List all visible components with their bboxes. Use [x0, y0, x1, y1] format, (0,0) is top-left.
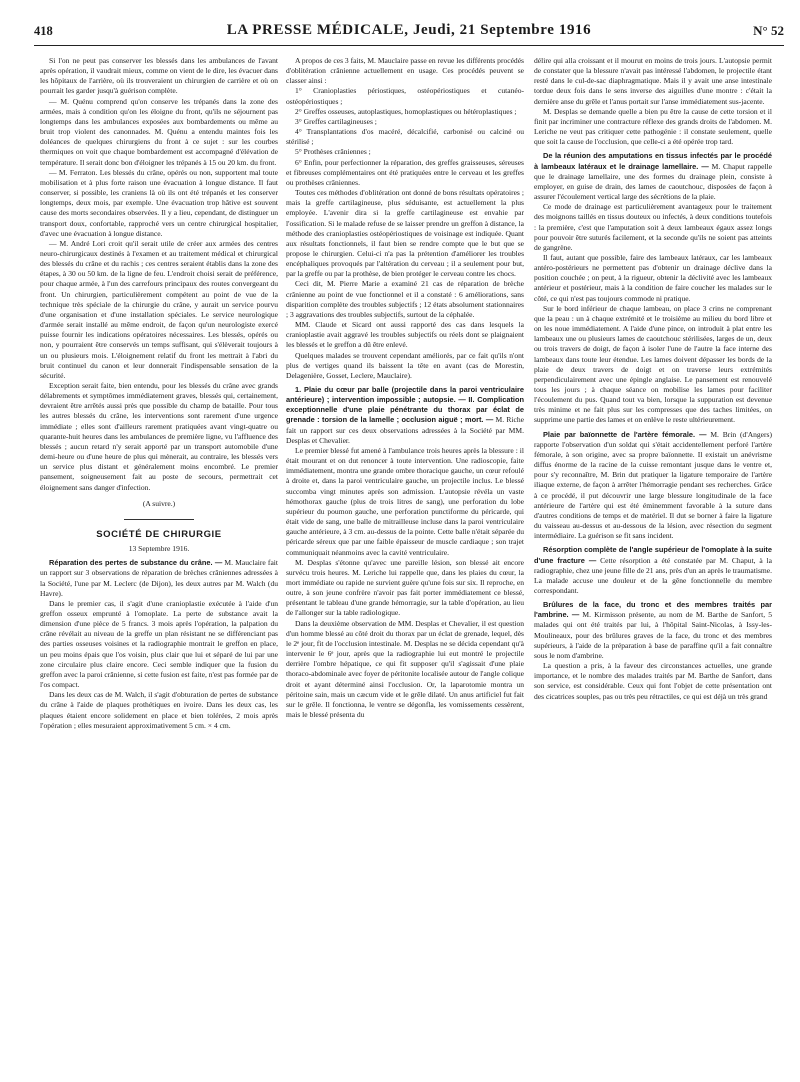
paragraph [534, 600, 772, 661]
continuation-note: (A suivre.) [142, 498, 176, 508]
page-header [34, 22, 784, 44]
paragraph: Exception serait faite, bien entendu, pour les blessés du crâne avec grands délabrements et symptômes immédiatement graves, blessés qui, certainement, devraient être arrêtés aussi près que possible du champ de bataille. Pour tous les autres blessés du crâne, les interventions sont rarement d'une urgence immédiate ; elles sont d'ailleurs rarement pratiquées avant vingt-quatre ou quarante-huit heures dans les ambulances de première ligne, vu l'affluence des blessés ; aucun retard n'y serait apporté par un transport automobile d'une demi-heure ou d'une heure de plus qui mènerait, au contraire, les blessés vers un service plus distant et généralement moins encombré. Le premier pansement, soigneusement fait au poste de secours, permettrait cet éloignement sans danger d'infection. [40, 381, 278, 492]
article-title: 1. Plaie du cœur par balle (projectile dans la paroi ventriculaire antérieure) ; intervention impossible ; autopsie. — II. Complication exceptionnelle d'une plaie pénétrante du thorax par éclat de grenade : torsion de la lamelle ; occlusion aiguë ; mort. — [286, 385, 524, 425]
header-rule [34, 45, 784, 46]
page-number: 418 [34, 24, 53, 38]
article-title: Résorption complète de l'angle supérieur de l'omoplate à la suite d'une fracture — [534, 545, 772, 565]
paragraph: Ce mode de drainage est particulièrement avantageux pour le traitement des moignons taillés en tissus douteux ou infectés, à deux conditions toutefois : la première, c'est que l'amputation soit à deux lambeaux égaux assez longs pour pouvoir être suturés facilement, et la seconde qu'ils ne soient pas atteints de gangrène. [534, 202, 772, 252]
article-body: M. Mauclaire fait un rapport sur 3 observations de réparation de brèches crâniennes adressées à la Société, l'une par M. Leclerc (de Dijon), les deux autres par M. Walch (du Havre). [40, 558, 278, 598]
separator [124, 519, 194, 520]
paragraph: Le premier blessé fut amené à l'ambulance trois heures après la blessure : il était mourant et on dut renoncer à toute intervention. Une radioscopie, faite immédiatement, montra une grande ombre thoracique gauche, un cœur refoulé à droite et, dans la paroi ventriculaire gauche, un projectile inclus. Le blessé succomba vingt minutes après son admission. L'autopsie révéla un vaste hémothorax gauche (plus de trois litres de sang), une perforation du lobe supérieur du poumon gauche, une perforation punctiforme du péricarde, qui était vide de sang, une balle de mitrailleuse incluse dans la paroi ventriculaire gauche antérieure, à 3 cm. au-dessus de la pointe. Cette balle n'était séparée du péricarde séreux que par une faible épaisseur de muscle cardiaque ; son trajet communiquait néanmoins avec la cavité ventriculaire. [286, 445, 524, 557]
article-title: Plaie par baïonnette de l'artère fémorale. — [543, 429, 707, 439]
column-2 [286, 56, 524, 1076]
paragraph: Toutes ces méthodes d'oblitération ont donné de bons résultats opératoires ; mais la greffe cartilagineuse, plus séduisante, est actuellement la plus employée. L'avenir dira si la greffe cartilagineuse est envahie par l'ossification. Si le malade refuse de se laisser prendre un greffon à distance, la méthode des cranioplasties ostéopériostiques de voisinage est indiquée. Quant aux résultats fonctionnels, il faut bien se rendre compte que le but que se propose le chirurgien. Celui-ci n'a pas la prétention d'améliorer les troubles encéphaliques provoqués par l'altération du cerveau ; il a seulement pour but, par la greffe ou par la prothèse, de bien protéger le cerveau contre les chocs. [286, 188, 524, 279]
list-item: 3° Greffes cartilagineuses ; [295, 116, 377, 126]
paragraph: — M. Quénu comprend qu'on conserve les trépanés dans la zone des armées, mais à condition qu'on les éloigne du front, qu'ils ne séjournent pas longtemps dans les ambulances exposées aux bombardements ou même au bruit trop violent des canonnades. M. Quénu a entendu maintes fois les doléances de quelques chirurgiens du front à ce sujet : sur les courbes thermiques on voit que chaque bombardement est accompagné d'élévation de température. Il serait donc bon d'éloigner les trépanés à 15 ou 20 km. du front. [40, 96, 278, 167]
article-body: M. Riche fait un rapport sur ces deux observations adressées à la Société par MM. Desplas et Chevalier. [286, 415, 524, 445]
paragraph: M. Desplas se demande quelle a bien pu être la cause de cette torsion et il finit par incriminer une contracture réflexe des grands droits de l'abdomen. M. Leriche ne veut pas critiquer cette pathogénie : il constate seulement, quelle que soit la cause de l'occlusion, que celle-ci a été opérée trop tard. [534, 106, 772, 147]
publication-title: LA PRESSE MÉDICALE, [226, 22, 409, 38]
session-date: 13 Septembre 1916. [128, 544, 190, 554]
list-item: 4° Transplantations d'os macéré, décalcifié, carbonisé ou calciné ou stérilisé ; [286, 127, 524, 147]
article-body: M. Brin (d'Angers) rapporte l'observation d'un soldat qui s'était accidentellement perforé l'artère fémorale, à son origine, avec sa propre baïonnette. Il existait un anévrisme diffus énorme de la racine de la cuisse remontant jusque dans le ventre et, pour s'y reconnaître, M. Brin dut pratiquer la ligature temporaire de l'artère iliaque externe, de façon à arrêter l'hémorragie pendant ses recherches. Grâce à ce procédé, il put découvrir une large blessure longitudinale de la face antérieure de l'artère qui est été éminemment favorable à la suture dans d'autres conditions de temps et de matériel. Il dut se borner à faire la ligature du vaisseau au-dessus et au-dessous de la lésion, avec résection du segment intermédiaire. La guérison se fit sans incident. [534, 429, 772, 541]
masthead [34, 22, 784, 39]
article-title: Réparation des pertes de substance du crâne. — [49, 558, 223, 568]
article-title: Brûlures de la face, du tronc et des membres traités par l'ambrine. — [534, 600, 772, 620]
article-title: De la réunion des amputations en tissus infectés par le procédé à lambeaux latéraux et le drainage lamellaire. — [534, 151, 772, 171]
paragraph [286, 385, 524, 446]
column-1 [40, 56, 278, 1076]
list-item: 5° Prothèses crâniennes ; [295, 147, 371, 157]
paragraph: — M. Ferraton. Les blessés du crâne, opérés ou non, supportent mal toute mobilisation et à plus forte raison une évacuation à longue distance. Il faut conserver, si possible, les craniens là où ils ont été trépanés et les conserver longtemps, deux mois, par exemple. Une évacuation trop hâtive est souvent cause des morts secondaires observées. Il y a lieu, cependant, de distinguer un transport doux, confortable, rapproché vers un centre chirurgical hospitalier, d'avec une évacuation à longue distance. [40, 167, 278, 238]
paragraph: — M. André Lori croit qu'il serait utile de créer aux armées des centres neuro-chirurgicaux destinés à l'examen et au traitement médical et chirurgical des blessés du crâne et du rachis ; ces centres seraient établis dans la zone des étapes, à 30 ou 50 km. de la ligne de feu. L'endroit choisi serait de préférence, pour chaque armée, à l'un des carrefours principaux des routes convergeant du front. Un chirurgien, particulièrement compétent au point de vue de la technique très spéciale de la chirurgie du crâne, y aurait un service pourvu d'une organisation et d'une installation spéciales. Le service neurologique d'armée serait installé au même endroit, de façon qu'un neurologiste exercé puisse fournir les indications opératoires nécessaires. Les blessés, opérés ou non, y pourraient être conservés un temps suffisant, qui s'élèverait toujours à un ou plusieurs mois. L'éloignement relatif du front les mettrait à l'abri du bruit continuel du canon et leur donnerait l'indispensable sensation de la sécurité. [40, 238, 278, 380]
paragraph: Dans les deux cas de M. Walch, il s'agit d'obturation de pertes de substance du crâne à l'aide de plaques prothétiques en ivoire. Dans les deux cas, les plaques étaient encore solidement en place et bien tolérées, 2 mois après l'opération ; elles mesuraient approximativement 5 cm. × 4 cm. [40, 690, 278, 730]
paragraph [534, 151, 772, 202]
issue-date: Jeudi, 21 Septembre 1916 [412, 22, 592, 38]
paragraph: M. Desplas s'étonne qu'avec une pareille lésion, son blessé ait encore survécu trois heures. M. Leriche lui rappelle que, dans les plaies du cœur, la mort immédiate ou rapide ne survient guère qu'une fois sur six. Il reproche, en outre, à son jeune confrère n'avoir pas fait porter immédiatement ce blessé, présentant le tableau d'une grande hémorragie, sur la table d'opération, au lieu de l'allonger sur la table radiologique. [286, 557, 524, 618]
paragraph [534, 430, 772, 542]
paragraph: Dans le premier cas, il s'agit d'une cranioplastie exécutée à l'aide d'un greffon osseux emprunté à l'omoplate. La perte de substance avait la dimension d'une pièce de 5 francs. 3 mois après l'opération, la palpation du crâne révélait au niveau de la greffe un plan résistant ne se différenciant pas des parties osseuses voisines et la radiographie montrait le greffon en place, un peu moins épais que l'os voisin, plus clair que lui et séparé de lui par une zone circulaire plus claire encore. Ceci semble indiquer que la fusion du greffon avec la paroi crânienne, si cette fusion est faite, n'est pas formée par de l'os compact. [40, 598, 278, 690]
article-body: Cette résorption a été constatée par M. Chaput, à la radiographie, chez une jeune fille de 21 ans, près d'un an après le traumatisme. La malade accuse une douleur et de la gêne fonctionnelle du membre correspondant. [534, 555, 772, 595]
paragraph: A propos de ces 3 faits, M. Mauclaire passe en revue les différents procédés d'oblitération crânienne actuellement en usage. Ces procédés peuvent se classer ainsi : [286, 56, 524, 86]
paragraph: La question a pris, à la faveur des circonstances actuelles, une grande importance, et le nombre des malades traités par M. Barthe de Sanfort, dans son service, est considérable. Ceux qui font l'objet de cette présentation ont des cicatrices souples, pas ou très peu rétractiles, ce qui est déjà un très grand [534, 661, 772, 701]
paragraph: Quelques malades se trouvent cependant améliorés, par ce fait qu'ils n'ont plus de vertiges quand ils baissent la tête en avant (cas de Morestin, Delagenière, Gosset, Leclere, Mauclaire). [286, 350, 524, 380]
paragraph [534, 545, 772, 596]
paragraph [40, 558, 278, 599]
paragraph: Il faut, autant que possible, faire des lambeaux latéraux, car les lambeaux antéro-postérieurs ne permettent pas d'obtenir un drainage déclive dans la position couchée ; on peut, à la rigueur, obtenir la déclivité avec les lambeaux antérieur et postérieur, mais à la condition de faire coucher les malades sur le côté, ce qui n'est pas toujours commode ni pratique. [534, 252, 772, 303]
paragraph: Dans la deuxième observation de MM. Desplas et Chevalier, il est question d'un homme blessé au côté droit du thorax par un éclat de grenade, lequel, dès le 2ᵉ jour, fit de l'occlusion intestinale. M. Desplas ne se décida cependant qu'à intervenir le 6ᵉ jour, après que la radiographie lui eut montré le projectile derrière l'ombre hépatique, ce qui fit supposer qu'il s'agissait d'une plaie thoraco-abdominale avec foyer de péritonite localisée autour de l'angle colique droit et ayant déterminé ainsi l'occlusion. Or, la laparotomie montra un péritoine sain, mais un cæcum vide et le grêle dilaté. Un anus artificiel fut fait sur le grêle. Il fonctionna, le ventre se dégonfla, les vomissements cessèrent, mais le blessé présenta du [286, 618, 524, 719]
article-body: M. Chaput rappelle que le drainage lamellaire, une des formes du drainage plein, consiste à employer, en guise de drain, des lames de caoutchouc, disposées de façon à assurer l'écoulement vertical large des sécrétions de la plaie. [534, 161, 772, 202]
paragraph: Ceci dit, M. Pierre Marie a examiné 21 cas de réparation de brèche crânienne au point de vue fonctionnel et il a constaté : 6 améliorations, sans disparition complète des troubles subjectifs ; 12 états absolument stationnaires ; 3 aggravations des troubles subjectifs, surtout de la céphalée. [286, 279, 524, 319]
paragraph: Si l'on ne peut pas conserver les blessés dans les ambulances de l'avant après opération, il vaudrait mieux, comme on vient de le dire, les évacuer dans les hôpitaux de l'arrière, où ils trouveraient un chirurgien de carrière et où on pourrait les garder jusqu'à guérison complète. [40, 56, 278, 96]
paragraph: MM. Claude et Sicard ont aussi rapporté des cas dans lesquels la cranioplastie avait aggravé les troubles subjectifs ou réels dont se plaignaient les blessés et le greffon a dû être enlevé. [286, 320, 524, 350]
list-item: 6° Enfin, pour perfectionner la réparation, des greffes graisseuses, séreuses et fibreuses complémentaires ont été pratiquées entre le cerveau et les greffes ou prothèses crâniennes. [286, 157, 524, 187]
paragraph: Sur le bord inférieur de chaque lambeau, on place 3 crins ne comprenant que la peau : un à chaque extrémité et le troisième au milieu du bord libre et on les noue immédiatement. A l'aide d'une pince, on introduit à plat entre les lambeaux une ou plusieurs lames de caoutchouc stérilisées, larges de un, deux ou trois travers de doigt, de façon à isoler l'une de l'autre la face interne des lambeaux dans toute leur étendue. Les lames doivent dépasser les bords de la plaie de deux travers de doigt et on traverse leurs extrémités perpendiculairement avec une épingle anglaise. Le pansement est renouvelé tous les jours ; à chaque séance on mobilise les lames pour faciliter l'écoulement du pus. Quand tout va bien, lorsque la suppuration est devenue très minime et ne fait plus sur les compresses que des taches limitées, on supprime une partie des lames et on enlève le reste ultérieurement. [534, 303, 772, 425]
issue-number: N° 52 [753, 23, 784, 38]
column-3 [534, 56, 772, 1076]
list-item: 2° Greffes osseuses, autoplastiques, homoplastiques ou hétéroplastiques ; [295, 106, 517, 116]
paragraph: délire qui alla croissant et il mourut en moins de trois jours. L'autopsie permit de constater que la blessure n'avait pas intéressé l'abdomen, le projectile étant resté dans le cul-de-sac diaphragmatique. Mais il y avait une anse intestinale tordue deux fois dans le sens inverse des aiguilles d'une montre : c'était la dernière anse du grêle et l'anus portait sur l'anse immédiatement sus-jacente. [534, 56, 772, 106]
section-heading: SOCIÉTÉ DE CHIRURGIE [96, 528, 222, 540]
list-item: 1° Cranioplasties périostiques, ostéopériostiques et cutanéo-ostéopériostiques ; [286, 86, 524, 106]
article-body: M. Kirmisson présente, au nom de M. Barthe de Sanfort, 5 malades qui ont été traités par lui, à l'hôpital Saint-Nicolas, à Issy-les-Moulineaux, pour des brûlures graves de la face, du tronc et des membres supérieurs, à l'aide de la préparation à base de paraffine qu'il a fait connaître sous le nom d'ambrine. [534, 610, 772, 660]
